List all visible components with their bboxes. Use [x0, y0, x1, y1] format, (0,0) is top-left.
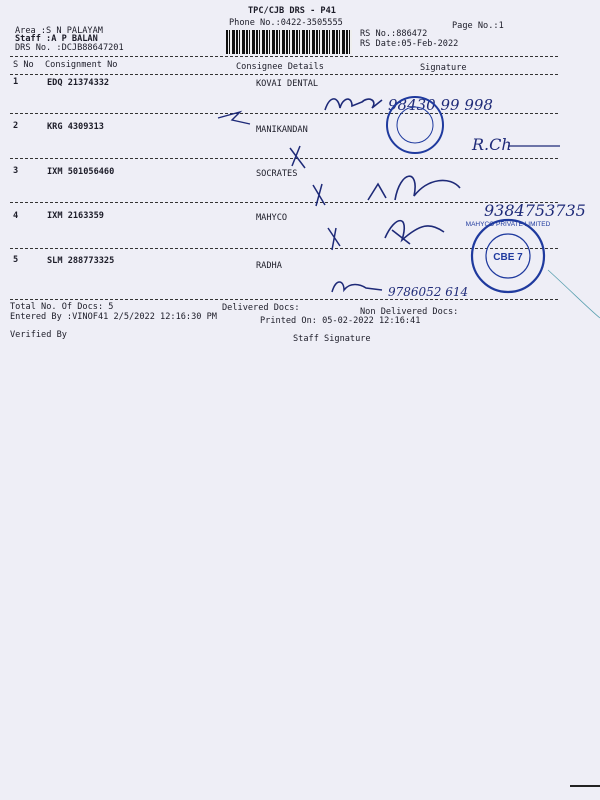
row-consignee: KOVAI DENTAL	[256, 79, 319, 89]
printed-on: Printed On: 05-02-2022 12:16:41	[260, 316, 421, 326]
row-sno: 4	[13, 211, 19, 221]
area-field: Area :S N PALAYAM	[15, 26, 103, 36]
col-sno: S No	[13, 60, 34, 70]
rs-date: RS Date:05-Feb-2022	[360, 39, 459, 49]
phone-number: Phone No.:0422-3505555	[229, 18, 343, 28]
row4-signature	[385, 221, 444, 244]
row-consignee: MANIKANDAN	[256, 125, 308, 135]
non-delivered-docs: Non Delivered Docs:	[360, 307, 459, 317]
cross-mark	[290, 146, 305, 168]
mahyco-stamp	[466, 220, 551, 292]
row-consignment: IXM 501056460	[47, 167, 115, 177]
row5-phone: 9786052 614	[388, 285, 469, 299]
delivered-docs: Delivered Docs:	[222, 303, 300, 313]
row2-tick	[218, 112, 250, 124]
total-docs: Total No. Of Docs: 5	[10, 302, 114, 312]
staff-field: Staff :A P BALAN	[15, 34, 98, 44]
sheet-title: TPC/CJB DRS - P41	[248, 6, 336, 16]
row1-phone: 98430 99 998	[388, 96, 493, 114]
verified-by: Verified By	[10, 330, 67, 340]
row-sno: 3	[13, 166, 19, 176]
drs-number: DRS No. :DCJB88647201	[15, 43, 124, 53]
row-consignment: EDQ 21374332	[47, 78, 110, 88]
row-consignment: SLM 288773325	[47, 256, 115, 266]
col-consignment: Consignment No	[45, 60, 118, 70]
stamp-center: CBE 7	[493, 252, 523, 263]
col-consignee: Consignee Details	[236, 62, 324, 72]
stamp-text: MAHYCO PRIVATE LIMITED	[465, 221, 551, 228]
row-sno: 2	[13, 121, 19, 131]
page-number: Page No.:1	[452, 21, 504, 31]
row-consignment: KRG 4309313	[47, 122, 104, 132]
row-sno: 1	[13, 77, 19, 87]
staff-signature-label: Staff Signature	[293, 334, 371, 344]
row3-signature	[368, 176, 460, 200]
entered-by: Entered By :VINOF41 2/5/2022 12:16:30 PM	[10, 312, 217, 322]
row2-signature: R.Ch	[472, 135, 512, 154]
rs-number: RS No.:886472	[360, 29, 428, 39]
col-signature: Signature	[420, 63, 467, 73]
row-consignee: SOCRATES	[256, 169, 298, 179]
row-consignee: RADHA	[256, 261, 282, 271]
row-consignment: IXM 2163359	[47, 211, 104, 221]
row1-signature	[325, 99, 382, 110]
cross-mark	[328, 228, 340, 250]
cross-mark	[313, 184, 325, 206]
row-consignee: MAHYCO	[256, 213, 288, 223]
row-sno: 5	[13, 255, 19, 265]
row5-signature	[332, 282, 382, 292]
row3-phone: 9384753735	[484, 201, 586, 220]
